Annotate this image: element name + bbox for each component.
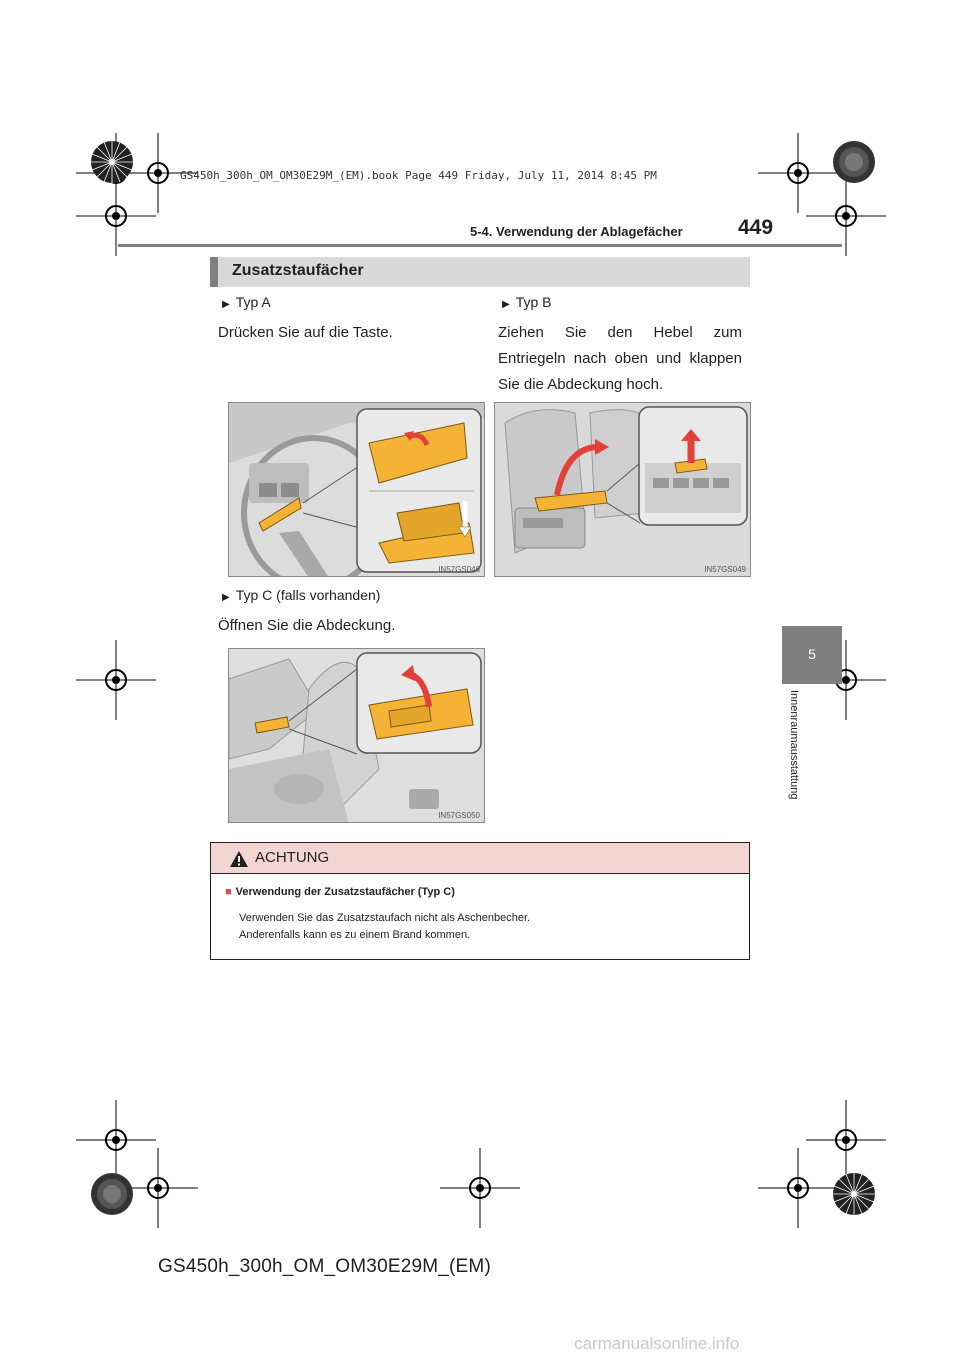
type-b-heading	[502, 294, 552, 310]
chapter-title: 5-4. Verwendung der Ablagefächer	[470, 224, 683, 239]
caution-subtitle-text: Verwendung der Zusatzstaufächer (Typ C)	[235, 886, 455, 898]
watermark: carmanualsonline.info	[574, 1334, 740, 1353]
caution-box	[210, 842, 750, 960]
type-c-heading	[222, 587, 380, 603]
figure-type-c	[228, 648, 485, 823]
star-disc-icon	[832, 140, 876, 184]
figure-code: IN57GS050	[438, 811, 480, 820]
book-file-info: GS450h_300h_OM_OM30E29M_(EM).book Page 449 Friday, July 11, 2014 8:45 PM	[180, 169, 657, 182]
caution-line-1: Verwenden Sie das Zusatzstaufach nicht als Aschenbecher.	[239, 912, 531, 924]
type-a-instruction: Drücken Sie auf die Taste.	[218, 324, 393, 341]
section-header	[210, 257, 750, 287]
type-c-instruction: Öffnen Sie die Abdeckung.	[218, 617, 396, 634]
page-number: 449	[738, 216, 774, 239]
section-title: Zusatzstaufächer	[232, 262, 364, 279]
square-bullet-icon: ■	[225, 886, 232, 898]
star-disc-icon	[90, 140, 134, 184]
bullet-triangle-icon: ▶	[502, 299, 510, 310]
type-a-heading	[222, 294, 271, 310]
warning-triangle-icon	[229, 850, 249, 868]
type-b-label: Typ B	[515, 294, 552, 310]
caution-body	[239, 910, 530, 944]
figure-code: IN57GS046	[438, 565, 480, 574]
bullet-triangle-icon: ▶	[222, 299, 230, 310]
registration-mark-icon	[440, 1148, 520, 1228]
figure-type-b	[494, 402, 751, 577]
footer-code: GS450h_300h_OM_OM30E29M_(EM)	[158, 1256, 491, 1277]
caution-line-2: Anderenfalls kann es zu einem Brand kommen.	[239, 929, 471, 941]
header-rule	[118, 244, 842, 247]
caution-subtitle	[225, 886, 455, 898]
star-disc-icon	[90, 1172, 134, 1216]
star-disc-icon	[832, 1172, 876, 1216]
type-b-instruction: Ziehen Sie den Hebel zum Entriegeln nach oben und klappen Sie die Abdeckung hoch.	[498, 324, 742, 393]
figure-type-a	[228, 402, 485, 577]
registration-mark-icon	[758, 1148, 838, 1228]
chapter-tab-label: Innenraumausstattung	[788, 690, 800, 800]
chapter-tab	[782, 626, 842, 684]
type-a-label: Typ A	[235, 294, 271, 310]
registration-mark-icon	[76, 640, 156, 720]
caution-title: ACHTUNG	[255, 849, 330, 866]
bullet-triangle-icon: ▶	[222, 592, 230, 603]
caution-header	[211, 843, 749, 874]
figure-code: IN57GS049	[704, 565, 746, 574]
type-c-label: Typ C (falls vorhanden)	[235, 587, 381, 603]
chapter-tab-number: 5	[808, 646, 816, 662]
